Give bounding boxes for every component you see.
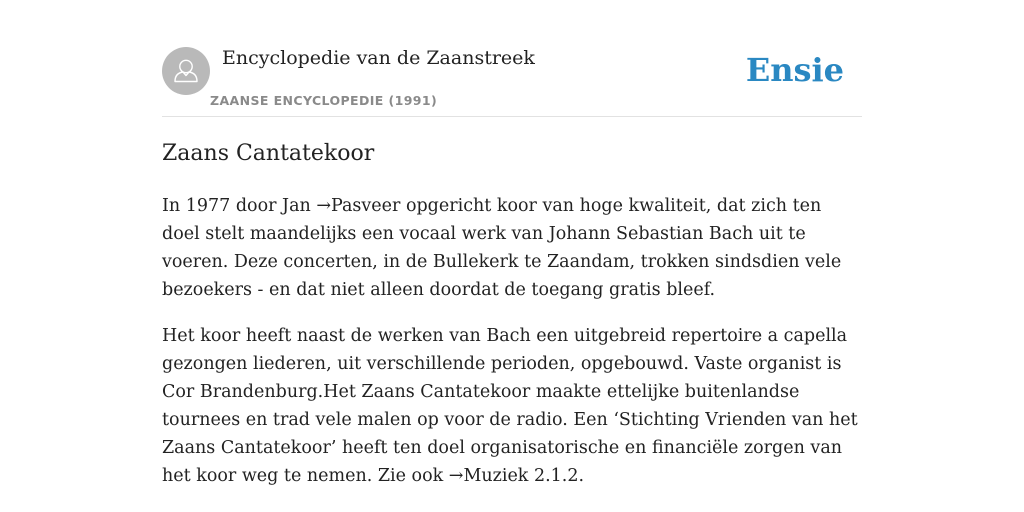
brand-logo[interactable]: Ensie — [745, 51, 844, 89]
paragraph-text: In 1977 door Jan — [162, 196, 317, 216]
link-pasveer[interactable]: →Pasveer — [316, 196, 401, 216]
source-title[interactable]: Encyclopedie van de Zaanstreek — [222, 47, 535, 69]
article-paragraph — [162, 322, 864, 490]
source-subtitle: ZAANSE ENCYCLOPEDIE (1991) — [210, 93, 438, 108]
link-muziek[interactable]: →Muziek 2.1.2 — [448, 466, 579, 486]
article-title: Zaans Cantatekoor — [162, 141, 375, 166]
user-icon — [162, 47, 210, 95]
paragraph-text: . — [578, 466, 585, 486]
paragraph-text: Het koor heeft naast de werken van Bach een uitgebreid repertoire a capella gezongen liederen, uit verschillende perioden, opgebouwd. Vaste organist is Cor Brandenburg.Het Zaans Cantatekoor maakte ettelijke buitenlandse tournees en trad vele malen op voor de radio. Een ‘Stichting Vrienden van het Zaans Cantatekoor’ heeft ten doel organisatorische en financiële zorgen van het koor weg te nemen. Zie ook — [162, 326, 858, 486]
source-header — [162, 46, 862, 117]
source-avatar[interactable] — [162, 47, 210, 95]
article-paragraph — [162, 192, 864, 304]
paragraph-text: opgericht koor van hoge kwaliteit, dat zich ten doel stelt maandelijks een vocaal werk van Johann Sebastian Bach uit te voeren. Deze concerten, in de Bullekerk te Zaandam, trokken sindsdien vele bezoekers - en dat niet alleen doordat de toegang gratis bleef. — [162, 196, 842, 300]
article-body — [162, 138, 864, 490]
